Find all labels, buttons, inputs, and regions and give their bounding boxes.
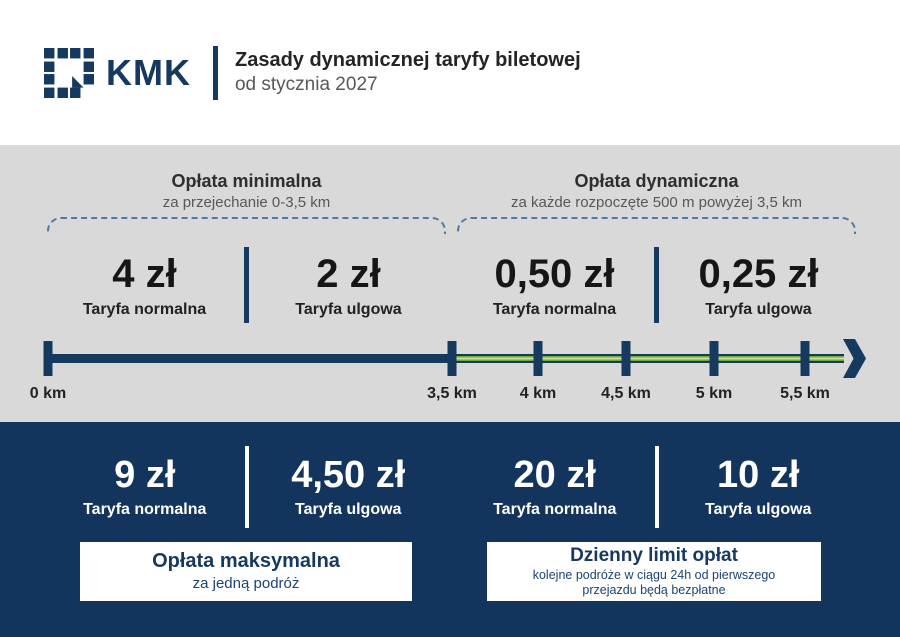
logo-text: KMK: [106, 51, 191, 93]
tariff-label: Taryfa ulgowa: [295, 300, 402, 318]
tariff-label: Taryfa ulgowa: [295, 501, 402, 519]
max-fee-normal: [45, 455, 245, 520]
max-fee-box-title: Opłata maksymalna: [152, 550, 340, 572]
max-fee-prices: [45, 446, 448, 528]
tariff-label: Taryfa normalna: [82, 300, 207, 318]
axis-tick-5km: [710, 341, 719, 376]
minimal-fee-reduced: [249, 252, 448, 319]
tariff-label: Taryfa normalna: [492, 300, 617, 318]
max-fee-box-subtitle: za jedną podróż: [192, 575, 300, 592]
daily-limit-box-subtitle-line2: przejazdu będą bezpłatne: [582, 583, 726, 598]
minimal-fee-subtitle: za przejechanie 0-3,5 km: [162, 194, 331, 211]
minimal-fee-heading: [45, 171, 448, 211]
axis-tick-3-5km: [448, 341, 457, 376]
price-value: 20 zł: [513, 453, 596, 496]
header: [0, 0, 900, 145]
max-fee-box: [80, 542, 412, 601]
price-value: 0,50 zł: [494, 251, 615, 296]
dynamic-fee-heading: [455, 171, 858, 211]
price-value: 0,25 zł: [698, 251, 819, 296]
max-fee-reduced: [249, 455, 449, 520]
minimal-fee-title: Opłata minimalna: [171, 171, 322, 191]
axis-label: 0 km: [29, 385, 67, 402]
tariff-label: Taryfa ulgowa: [705, 300, 812, 318]
price-value: 9 zł: [114, 453, 176, 496]
distance-axis: [0, 338, 900, 413]
dynamic-fee-prices: [455, 247, 858, 323]
daily-limit-reduced: [659, 455, 859, 520]
axis-label: 4,5 km: [601, 385, 651, 402]
dynamic-fee-bracket: [457, 217, 856, 234]
title-block: [235, 48, 581, 98]
minimal-fee-prices: [45, 247, 448, 323]
axis-tick-4-5km: [622, 341, 631, 376]
page-title: Zasady dynamicznej taryfy biletowej: [234, 48, 581, 71]
dynamic-fee-reduced: [659, 252, 858, 319]
tariff-label: Taryfa normalna: [83, 501, 207, 519]
dynamic-fee-normal: [455, 252, 654, 319]
page-subtitle: od stycznia 2027: [234, 73, 378, 95]
daily-limit-prices: [455, 446, 858, 528]
tariff-label: Taryfa ulgowa: [705, 501, 812, 519]
kmk-logo-icon: [44, 48, 94, 98]
axis-label: 4 km: [519, 385, 557, 402]
limits-section: [0, 422, 900, 637]
axis-tick-0km: [44, 341, 53, 376]
axis-label: 3,5 km: [427, 385, 477, 402]
minimal-fee-normal: [45, 252, 244, 319]
daily-limit-box: [487, 542, 821, 601]
price-value: 4 zł: [112, 251, 177, 296]
dynamic-fee-subtitle: za każde rozpoczęte 500 m powyżej 3,5 km: [511, 194, 802, 211]
minimal-fee-bracket: [47, 217, 446, 234]
axis-line-base: [45, 354, 455, 363]
daily-limit-normal: [455, 455, 655, 520]
axis-tick-5-5km: [801, 341, 810, 376]
fees-section: [0, 145, 900, 422]
tariff-label: Taryfa normalna: [493, 501, 617, 519]
price-value: 2 zł: [316, 251, 381, 296]
axis-arrow-icon: [843, 339, 866, 378]
axis-tick-4km: [534, 341, 543, 376]
header-divider: [213, 46, 218, 100]
daily-limit-box-title: Dzienny limit opłat: [570, 544, 738, 566]
axis-line-dynamic: [452, 354, 844, 363]
axis-label: 5 km: [695, 385, 733, 402]
price-value: 4,50 zł: [291, 453, 406, 496]
dynamic-fee-title: Opłata dynamiczna: [574, 171, 739, 191]
price-value: 10 zł: [717, 453, 800, 496]
daily-limit-box-subtitle-line1: kolejne podróże w ciągu 24h od pierwszego: [532, 568, 776, 583]
axis-label: 5,5 km: [780, 385, 830, 402]
